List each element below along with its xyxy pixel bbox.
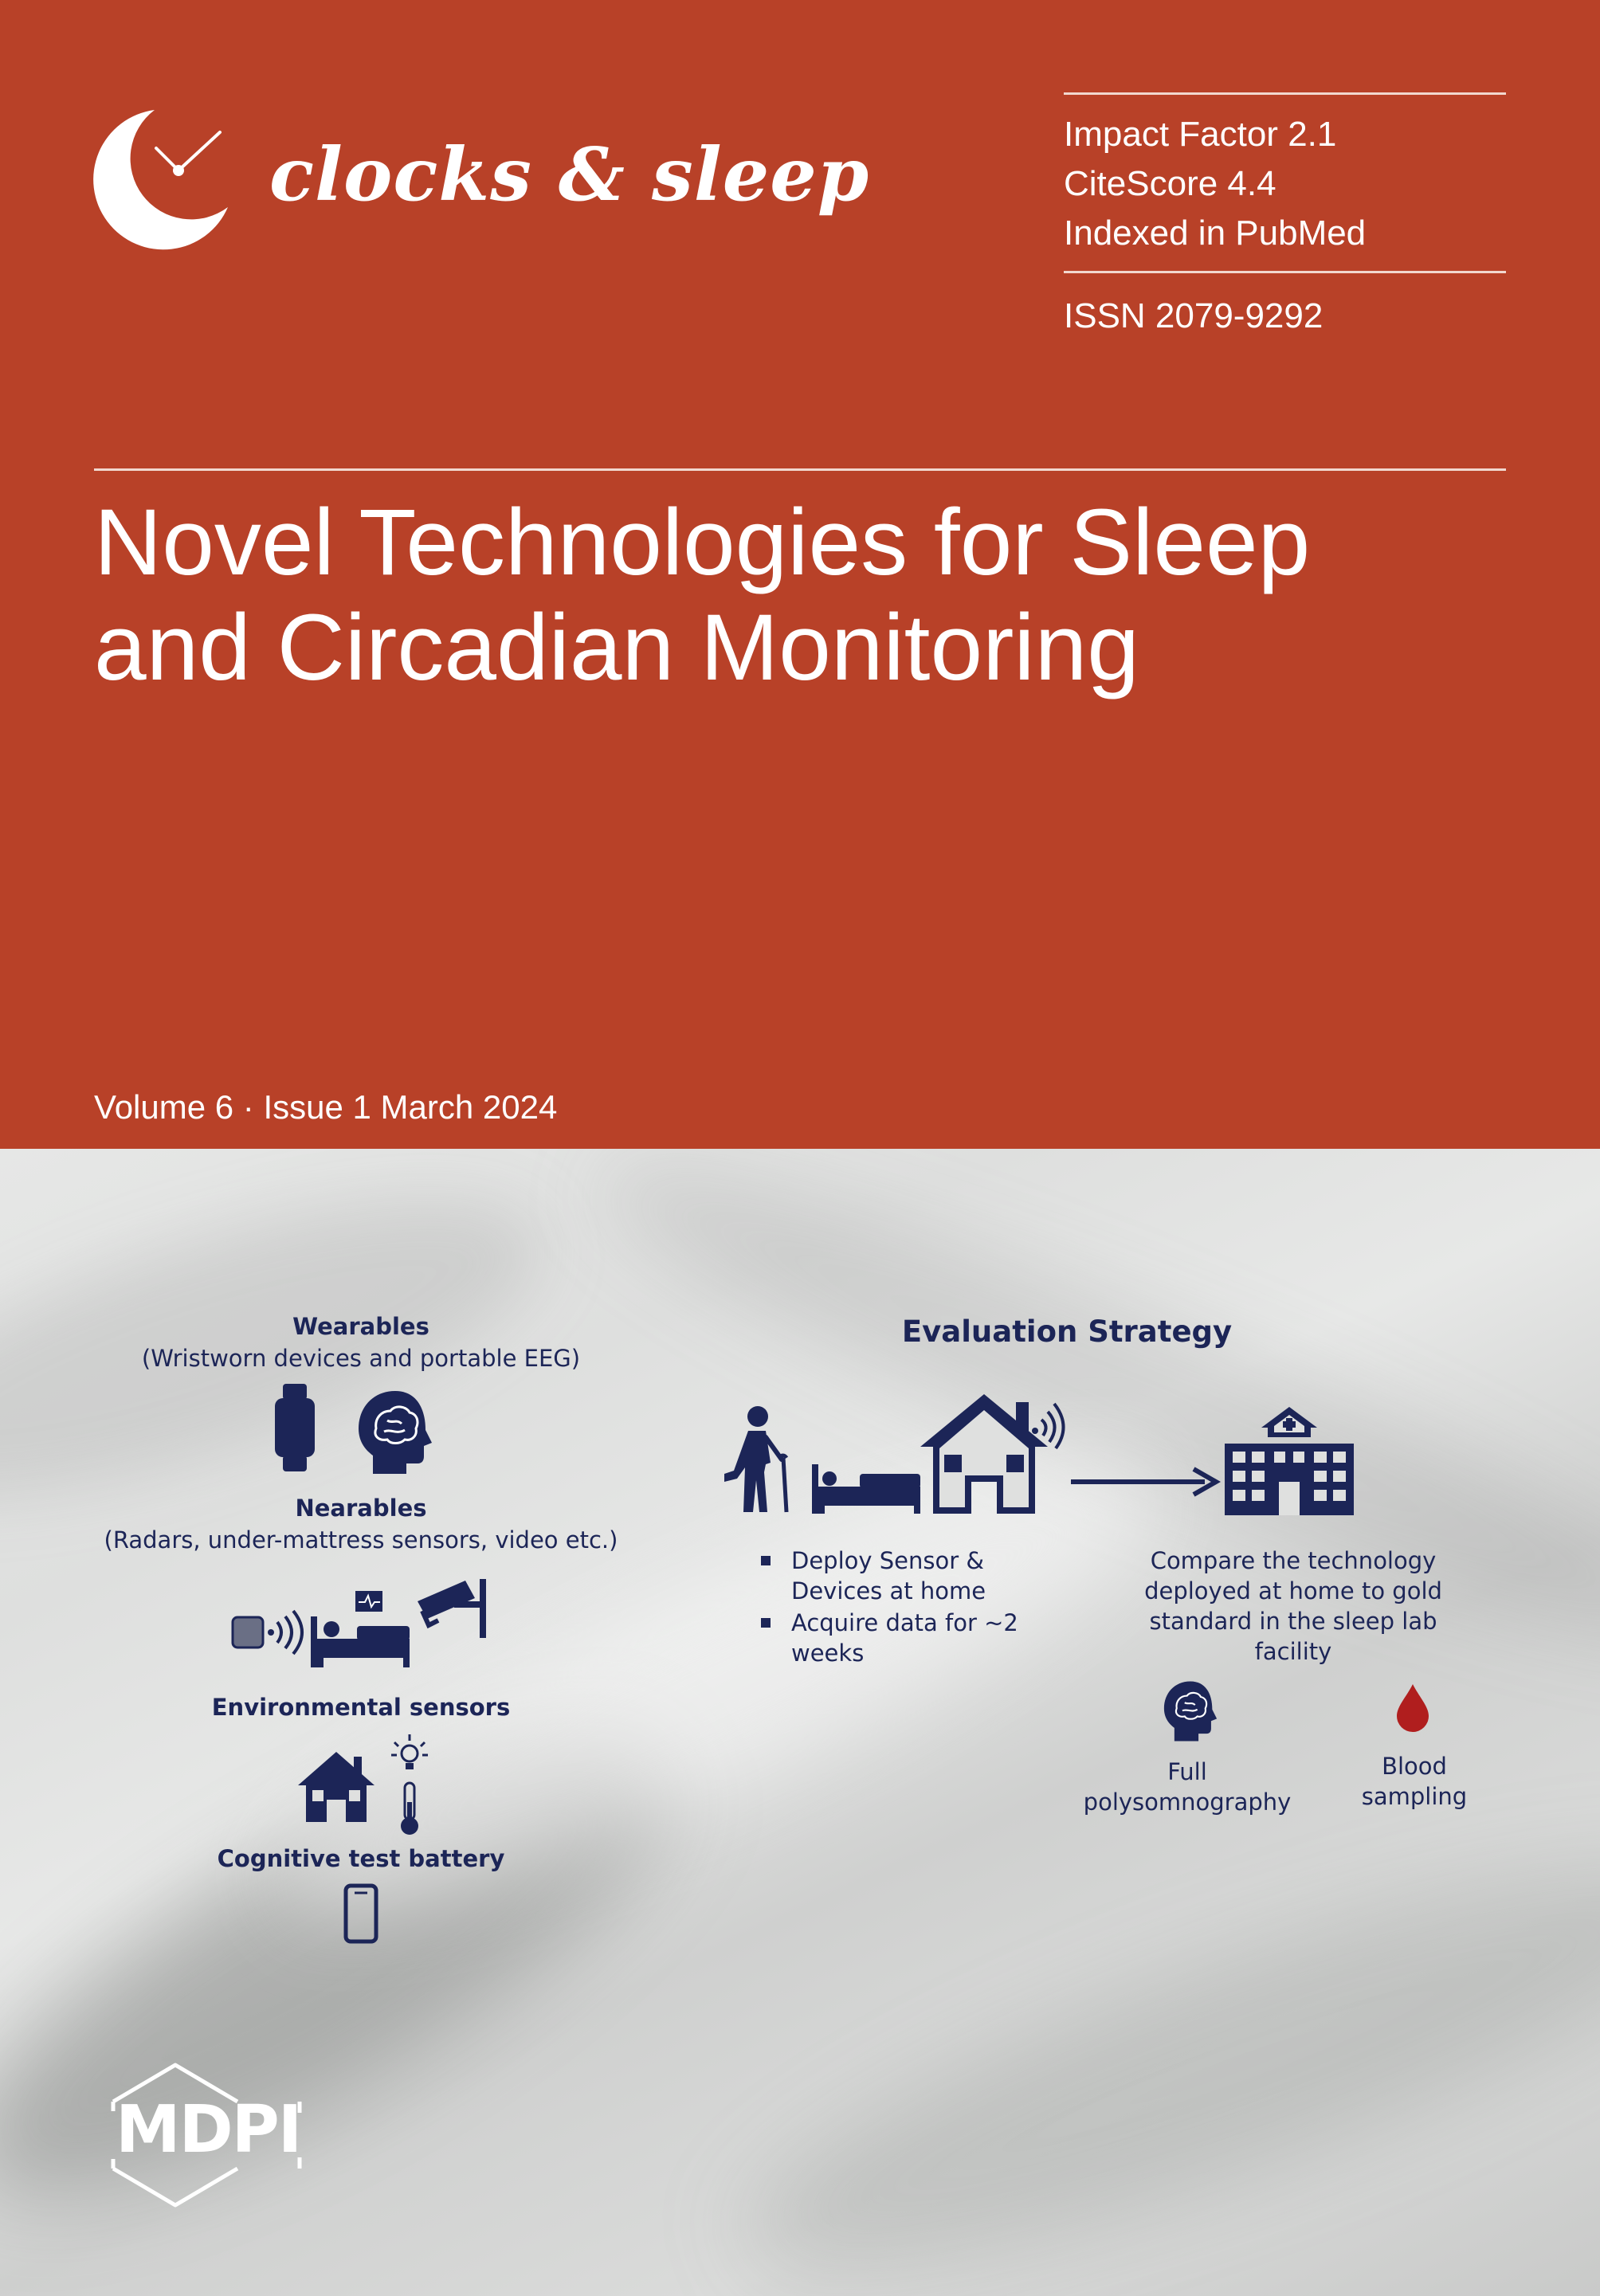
lightbulb-icon: [390, 1733, 429, 1777]
evaluation-strategy-heading: Evaluation Strategy: [901, 1315, 1233, 1349]
bullet-marker: [761, 1556, 771, 1565]
blood-sampling-label: [1362, 1751, 1467, 1812]
blood-sampling-line: sampling: [1361, 1783, 1468, 1810]
metrics-top-rule: [1064, 92, 1506, 95]
issue-title: [94, 490, 1528, 700]
security-camera-icon: [414, 1577, 486, 1641]
comparison-line: deployed at home to gold: [1144, 1577, 1442, 1604]
metrics-middle-rule: [1064, 271, 1506, 273]
comparison-line: standard in the sleep lab: [1149, 1608, 1437, 1635]
wearables-subheading: (Wristworn devices and portable EEG): [141, 1345, 581, 1372]
cognitive-heading: Cognitive test battery: [217, 1845, 505, 1872]
polysomnography-label: [1084, 1757, 1292, 1817]
smart-home-icon: [914, 1388, 1073, 1515]
bullet-line: Deploy Sensor &: [791, 1547, 984, 1574]
brain-head-icon: [1162, 1679, 1219, 1743]
hospital-icon: [1222, 1405, 1357, 1517]
brain-head-icon: [355, 1389, 435, 1476]
radar-sensor-icon: [231, 1609, 311, 1657]
issn: ISSN 2079-9292: [1064, 296, 1324, 335]
bed-monitor-icon: [309, 1589, 413, 1669]
title-line-2: and Circadian Monitoring: [94, 595, 1139, 700]
bullet-line: Acquire data for ~2: [791, 1609, 1018, 1636]
blood-sampling-line: Blood: [1382, 1753, 1447, 1780]
publisher-logo-text: MDPI: [116, 2092, 301, 2168]
house-icon: [296, 1749, 376, 1824]
elderly-person-icon: [720, 1404, 795, 1515]
sheet-fold-shadow: [713, 1791, 1600, 2296]
volume-issue-date: Volume 6 · Issue 1 March 2024: [94, 1088, 558, 1126]
nearables-heading: Nearables: [295, 1495, 427, 1522]
impact-factor: Impact Factor 2.1: [1064, 115, 1337, 154]
title-line-1: Novel Technologies for Sleep: [94, 490, 1311, 595]
smartwatch-icon: [275, 1384, 315, 1471]
comparison-text: [1144, 1546, 1442, 1667]
bullet-marker: [761, 1618, 771, 1628]
nearables-subheading: (Radars, under-mattress sensors, video etc.): [104, 1526, 618, 1554]
comparison-line: Compare the technology: [1150, 1547, 1437, 1574]
bullet-line: weeks: [791, 1640, 865, 1667]
bed-icon: [810, 1463, 922, 1515]
bullet-line: Devices at home: [791, 1577, 986, 1604]
clock-moon-logo: [92, 104, 236, 255]
polysomnography-line: Full: [1167, 1758, 1207, 1785]
comparison-line: facility: [1254, 1638, 1332, 1665]
thermometer-icon: [398, 1781, 422, 1837]
citescore: CiteScore 4.4: [1064, 164, 1276, 203]
wearables-heading: Wearables: [292, 1313, 429, 1340]
environmental-heading: Environmental sensors: [211, 1694, 511, 1721]
indexing: Indexed in PubMed: [1064, 214, 1367, 253]
journal-name: clocks & sleep: [269, 131, 870, 217]
title-rule: [94, 468, 1506, 471]
blood-drop-icon: [1395, 1683, 1430, 1734]
polysomnography-line: polysomnography: [1083, 1789, 1292, 1816]
arrow-right-icon: [1069, 1466, 1221, 1498]
smartphone-icon: [343, 1883, 378, 1944]
